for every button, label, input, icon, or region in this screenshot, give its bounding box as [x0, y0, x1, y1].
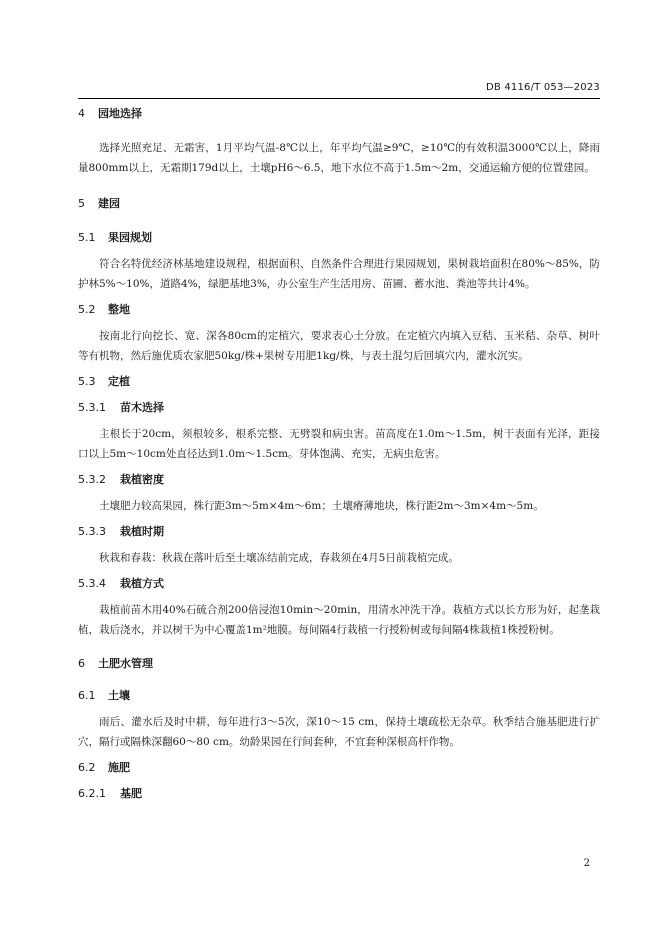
heading-6-2-1 — [78, 784, 600, 804]
paragraph-5-2: 按南北行向挖长、宽、深各80cm的定植穴，要求表心土分放。在定植穴内填入豆秸、玉米秸、杂草、树叶等有机物，然后施优质农家肥50kg/株+果树专用肥1kg/株，与表土混匀后回填穴内，灌水沉实。 — [78, 330, 600, 362]
heading-number: 6.2.1 — [78, 787, 106, 800]
paragraph-5-3-2: 土壤肥力较高果园，株行距3m～5m×4m～6m；土壤瘠薄地块，株行距2m～3m×4m～5m。 — [99, 500, 544, 512]
paragraph-5-3-1: 主根长于20cm，须根较多，根系完整、无劈裂和病虫害。苗高度在1.0m～1.5m，树干表面有光泽，距接口以上5m～10cm处直径达到1.0m～1.5cm。芽体饱满、充实，无病虫危害。 — [78, 428, 600, 460]
heading-title: 基肥 — [120, 787, 142, 800]
document-code: DB 4116/T 053—2023 — [486, 82, 600, 93]
heading-5-3-3 — [78, 522, 600, 542]
heading-number: 6 — [78, 657, 85, 670]
page-number: 2 — [583, 858, 590, 869]
paragraph-5-1: 符合名特优经济林基地建设规程，根据面积、自然条件合理进行果园规划，果树栽培面积在80%～85%，防护林5%～10%，道路4%，绿肥基地3%，办公室生产生活用房、苗圃、蓄水池、粪池等共计4%。 — [78, 258, 600, 290]
heading-5-3-2 — [78, 470, 600, 490]
paragraph-5-3-4: 栽植前苗木用40%石硫合剂200倍浸泡10min～20min，用清水冲洗干净。栽植方式以长方形为好，起垄栽植，栽后浇水，并以树干为中心覆盖1m²地膜。每间隔4行栽植一行授粉树或每间隔4株栽植1株授粉树。 — [78, 604, 600, 636]
heading-title: 土肥水管理 — [98, 657, 153, 670]
heading-title: 苗木选择 — [120, 401, 164, 414]
heading-title: 园地选择 — [98, 107, 142, 120]
heading-number: 5.2 — [78, 303, 96, 316]
heading-title: 栽植时期 — [120, 525, 164, 538]
heading-number: 5 — [78, 197, 85, 210]
paragraph-6-1: 雨后、灌水后及时中耕，每年进行3～5次，深10～15 cm，保持土壤疏松无杂草。秋季结合施基肥进行扩穴，隔行或隔株深翻60～80 cm。幼龄果园在行间套种，不宜套种深根高杆作物。 — [78, 716, 600, 748]
heading-number: 4 — [78, 107, 85, 120]
header-rule — [78, 98, 600, 99]
heading-number: 5.3.2 — [78, 473, 106, 486]
heading-title: 定植 — [108, 375, 130, 388]
heading-6-2 — [78, 758, 600, 778]
heading-number: 6.1 — [78, 689, 96, 702]
heading-6-1 — [78, 686, 600, 706]
heading-title: 果园规划 — [108, 231, 152, 244]
heading-4 — [78, 104, 600, 124]
heading-5-3-1 — [78, 398, 600, 418]
heading-number: 5.3.1 — [78, 401, 106, 414]
heading-5-3 — [78, 372, 600, 392]
heading-5 — [78, 194, 600, 214]
heading-title: 施肥 — [108, 761, 130, 774]
heading-number: 5.3.3 — [78, 525, 106, 538]
heading-title: 建园 — [98, 197, 120, 210]
heading-number: 5.3.4 — [78, 577, 106, 590]
paragraph-5-3-3: 秋栽和春栽：秋栽在落叶后至土壤冻结前完成，春栽须在4月5日前栽植完成。 — [99, 552, 459, 564]
heading-title: 栽植密度 — [120, 473, 164, 486]
heading-number: 5.1 — [78, 231, 96, 244]
heading-title: 土壤 — [108, 689, 130, 702]
page-content — [78, 104, 600, 804]
heading-number: 5.3 — [78, 375, 96, 388]
heading-6 — [78, 654, 600, 674]
heading-title: 栽植方式 — [120, 577, 164, 590]
heading-5-1 — [78, 228, 600, 248]
paragraph-4: 选择光照充足、无霜害，1月平均气温-8℃以上，年平均气温≥9℃，≥10℃的有效积温3000℃以上，降雨量800mm以上，无霜期179d以上，土壤pH6～6.5，地下水位不高于1.5m～2m，交通运输方便的位置建园。 — [78, 142, 600, 174]
heading-title: 整地 — [108, 303, 130, 316]
heading-5-2 — [78, 300, 600, 320]
heading-5-3-4 — [78, 574, 600, 594]
heading-number: 6.2 — [78, 761, 96, 774]
